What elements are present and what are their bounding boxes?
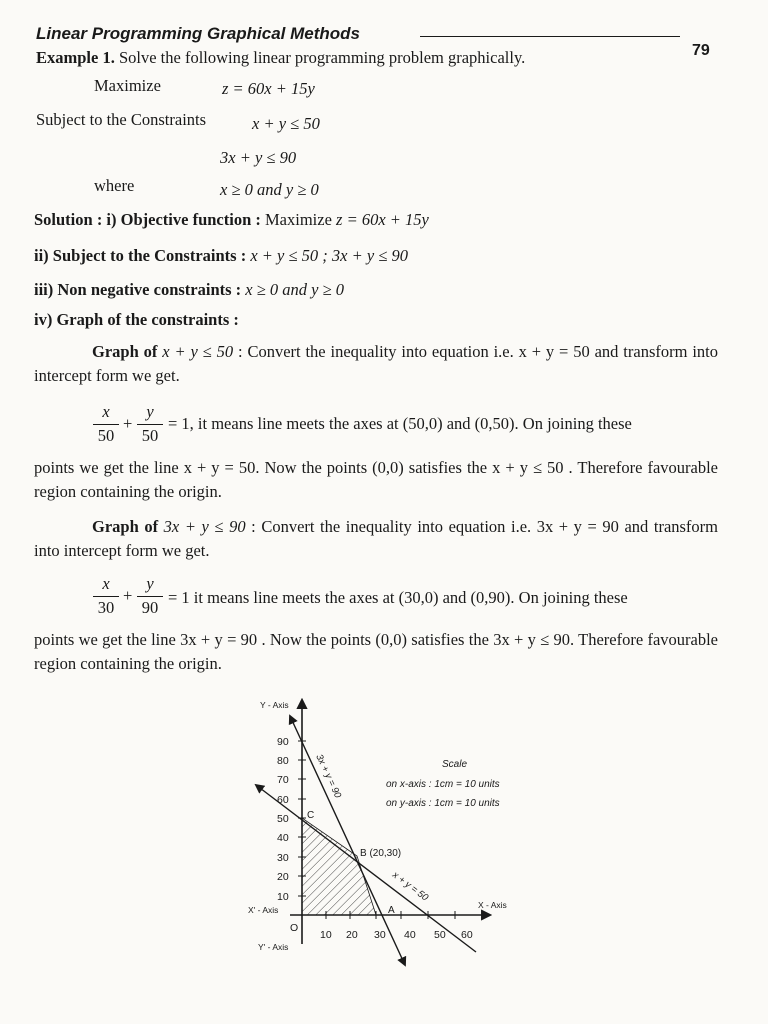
scale-title: Scale xyxy=(442,759,468,770)
solution-step-2-expr: x + y ≤ 50 ; 3x + y ≤ 90 xyxy=(250,246,408,265)
x-tick-label: 60 xyxy=(461,929,473,941)
y-tick-label: 50 xyxy=(277,813,289,825)
page-number: 79 xyxy=(692,42,710,59)
graph2-frac-x-den: 30 xyxy=(97,598,115,617)
running-header: Linear Programming Graphical Methods xyxy=(36,24,361,43)
example-label: Example 1. xyxy=(36,48,115,67)
objective-expr: z = 60x + 15y xyxy=(222,79,315,98)
graph2-frac-x-num: x xyxy=(102,574,110,593)
point-c-label: C xyxy=(307,810,315,821)
maximize-label: Maximize xyxy=(94,76,161,95)
scale-x: on x-axis : 1cm = 10 units xyxy=(386,779,500,790)
solution-step-2-label: ii) Subject to the Constraints : xyxy=(34,246,247,265)
graph1-label: Graph of xyxy=(92,342,158,361)
y-tick-label: 40 xyxy=(277,832,289,844)
graph1-frac-rest: = 1, it means line meets the axes at (50,0) and (0,50). On joining these xyxy=(168,414,632,433)
x-tick-label: 40 xyxy=(404,929,416,941)
graph2-frac-y-num: y xyxy=(146,574,154,593)
solution-step-1-text: Maximize xyxy=(265,210,332,229)
origin-label: O xyxy=(290,922,299,934)
graph1-continuation: points we get the line x + y = 50. Now the points (0,0) satisfies the x + y ≤ 50 . Therefore favourable region containing the origin. xyxy=(34,458,718,501)
x-tick-label: 30 xyxy=(374,929,386,941)
solution-step-1-label: Solution : i) Objective function : xyxy=(34,210,261,229)
line-x-plus-y-50-label: x + y = 50 xyxy=(390,869,431,904)
graph2-plus: + xyxy=(123,586,133,605)
y-tick-label: 70 xyxy=(277,774,289,786)
y-tick-label: 60 xyxy=(277,794,289,806)
constraint-2: 3x + y ≤ 90 xyxy=(220,148,297,167)
example-text: Solve the following linear programming problem graphically. xyxy=(118,48,526,67)
y-axis-neg-label: Y' - Axis xyxy=(258,942,289,952)
x-axis-label: X - Axis xyxy=(478,900,507,910)
y-tick-label: 20 xyxy=(277,871,289,883)
graph1-frac-y-den: 50 xyxy=(141,426,159,445)
solution-step-3-expr: x ≥ 0 and y ≥ 0 xyxy=(245,280,345,299)
graph1-frac-x-den: 50 xyxy=(97,426,115,445)
line-3x-plus-y-90-label: 3x + y = 90 xyxy=(313,752,344,800)
where-label: where xyxy=(94,176,135,195)
line-x-plus-y-50 xyxy=(256,785,476,952)
feasible-region xyxy=(302,818,376,915)
nonneg-constraint: x ≥ 0 and y ≥ 0 xyxy=(220,180,319,199)
point-a-label: A xyxy=(388,905,395,916)
graph2-continuation: points we get the line 3x + y = 90 . Now the points (0,0) satisfies the 3x + y ≤ 90. Therefore favourable region containing the origin. xyxy=(34,630,718,673)
y-tick-label: 90 xyxy=(277,736,289,748)
x-tick-label: 50 xyxy=(434,929,446,941)
x-tick-label: 10 xyxy=(320,929,332,941)
y-tick-label: 80 xyxy=(277,755,289,767)
point-b-label: B (20,30) xyxy=(360,848,402,859)
graph2-expr: 3x + y ≤ 90 xyxy=(163,517,246,536)
subject-label: Subject to the Constraints xyxy=(36,110,207,129)
solution-step-1-expr: z = 60x + 15y xyxy=(336,210,429,229)
graph2-frac-rest: = 1 it means line meets the axes at (30,0) and (0,90). On joining these xyxy=(168,588,628,607)
graph2-frac-y-den: 90 xyxy=(141,598,159,617)
x-tick-label: 20 xyxy=(346,929,358,941)
graph1-frac-y-num: y xyxy=(146,402,154,421)
y-tick-label: 30 xyxy=(277,852,289,864)
solution-step-3-label: iii) Non negative constraints : xyxy=(34,280,242,299)
graph1-frac-x-num: x xyxy=(102,402,110,421)
graph2-text: : Convert the inequality into equation i.e. 3x + y = 90 and transform into intercept form we get. xyxy=(34,517,719,560)
x-axis-neg-label: X' - Axis xyxy=(248,905,279,915)
solution-step-4: iv) Graph of the constraints : xyxy=(34,310,239,329)
graph1-text: : Convert the inequality into equation i.e. x + y = 50 and transform into intercept form we get. xyxy=(34,342,718,385)
constraint-1: x + y ≤ 50 xyxy=(252,114,320,133)
y-tick-label: 10 xyxy=(277,891,289,903)
y-axis-label: Y - Axis xyxy=(260,700,289,710)
scale-y: on y-axis : 1cm = 10 units xyxy=(386,798,500,809)
graph1-plus: + xyxy=(123,414,133,433)
graph1-expr: x + y ≤ 50 xyxy=(162,342,234,361)
graph2-label: Graph of xyxy=(92,517,159,536)
